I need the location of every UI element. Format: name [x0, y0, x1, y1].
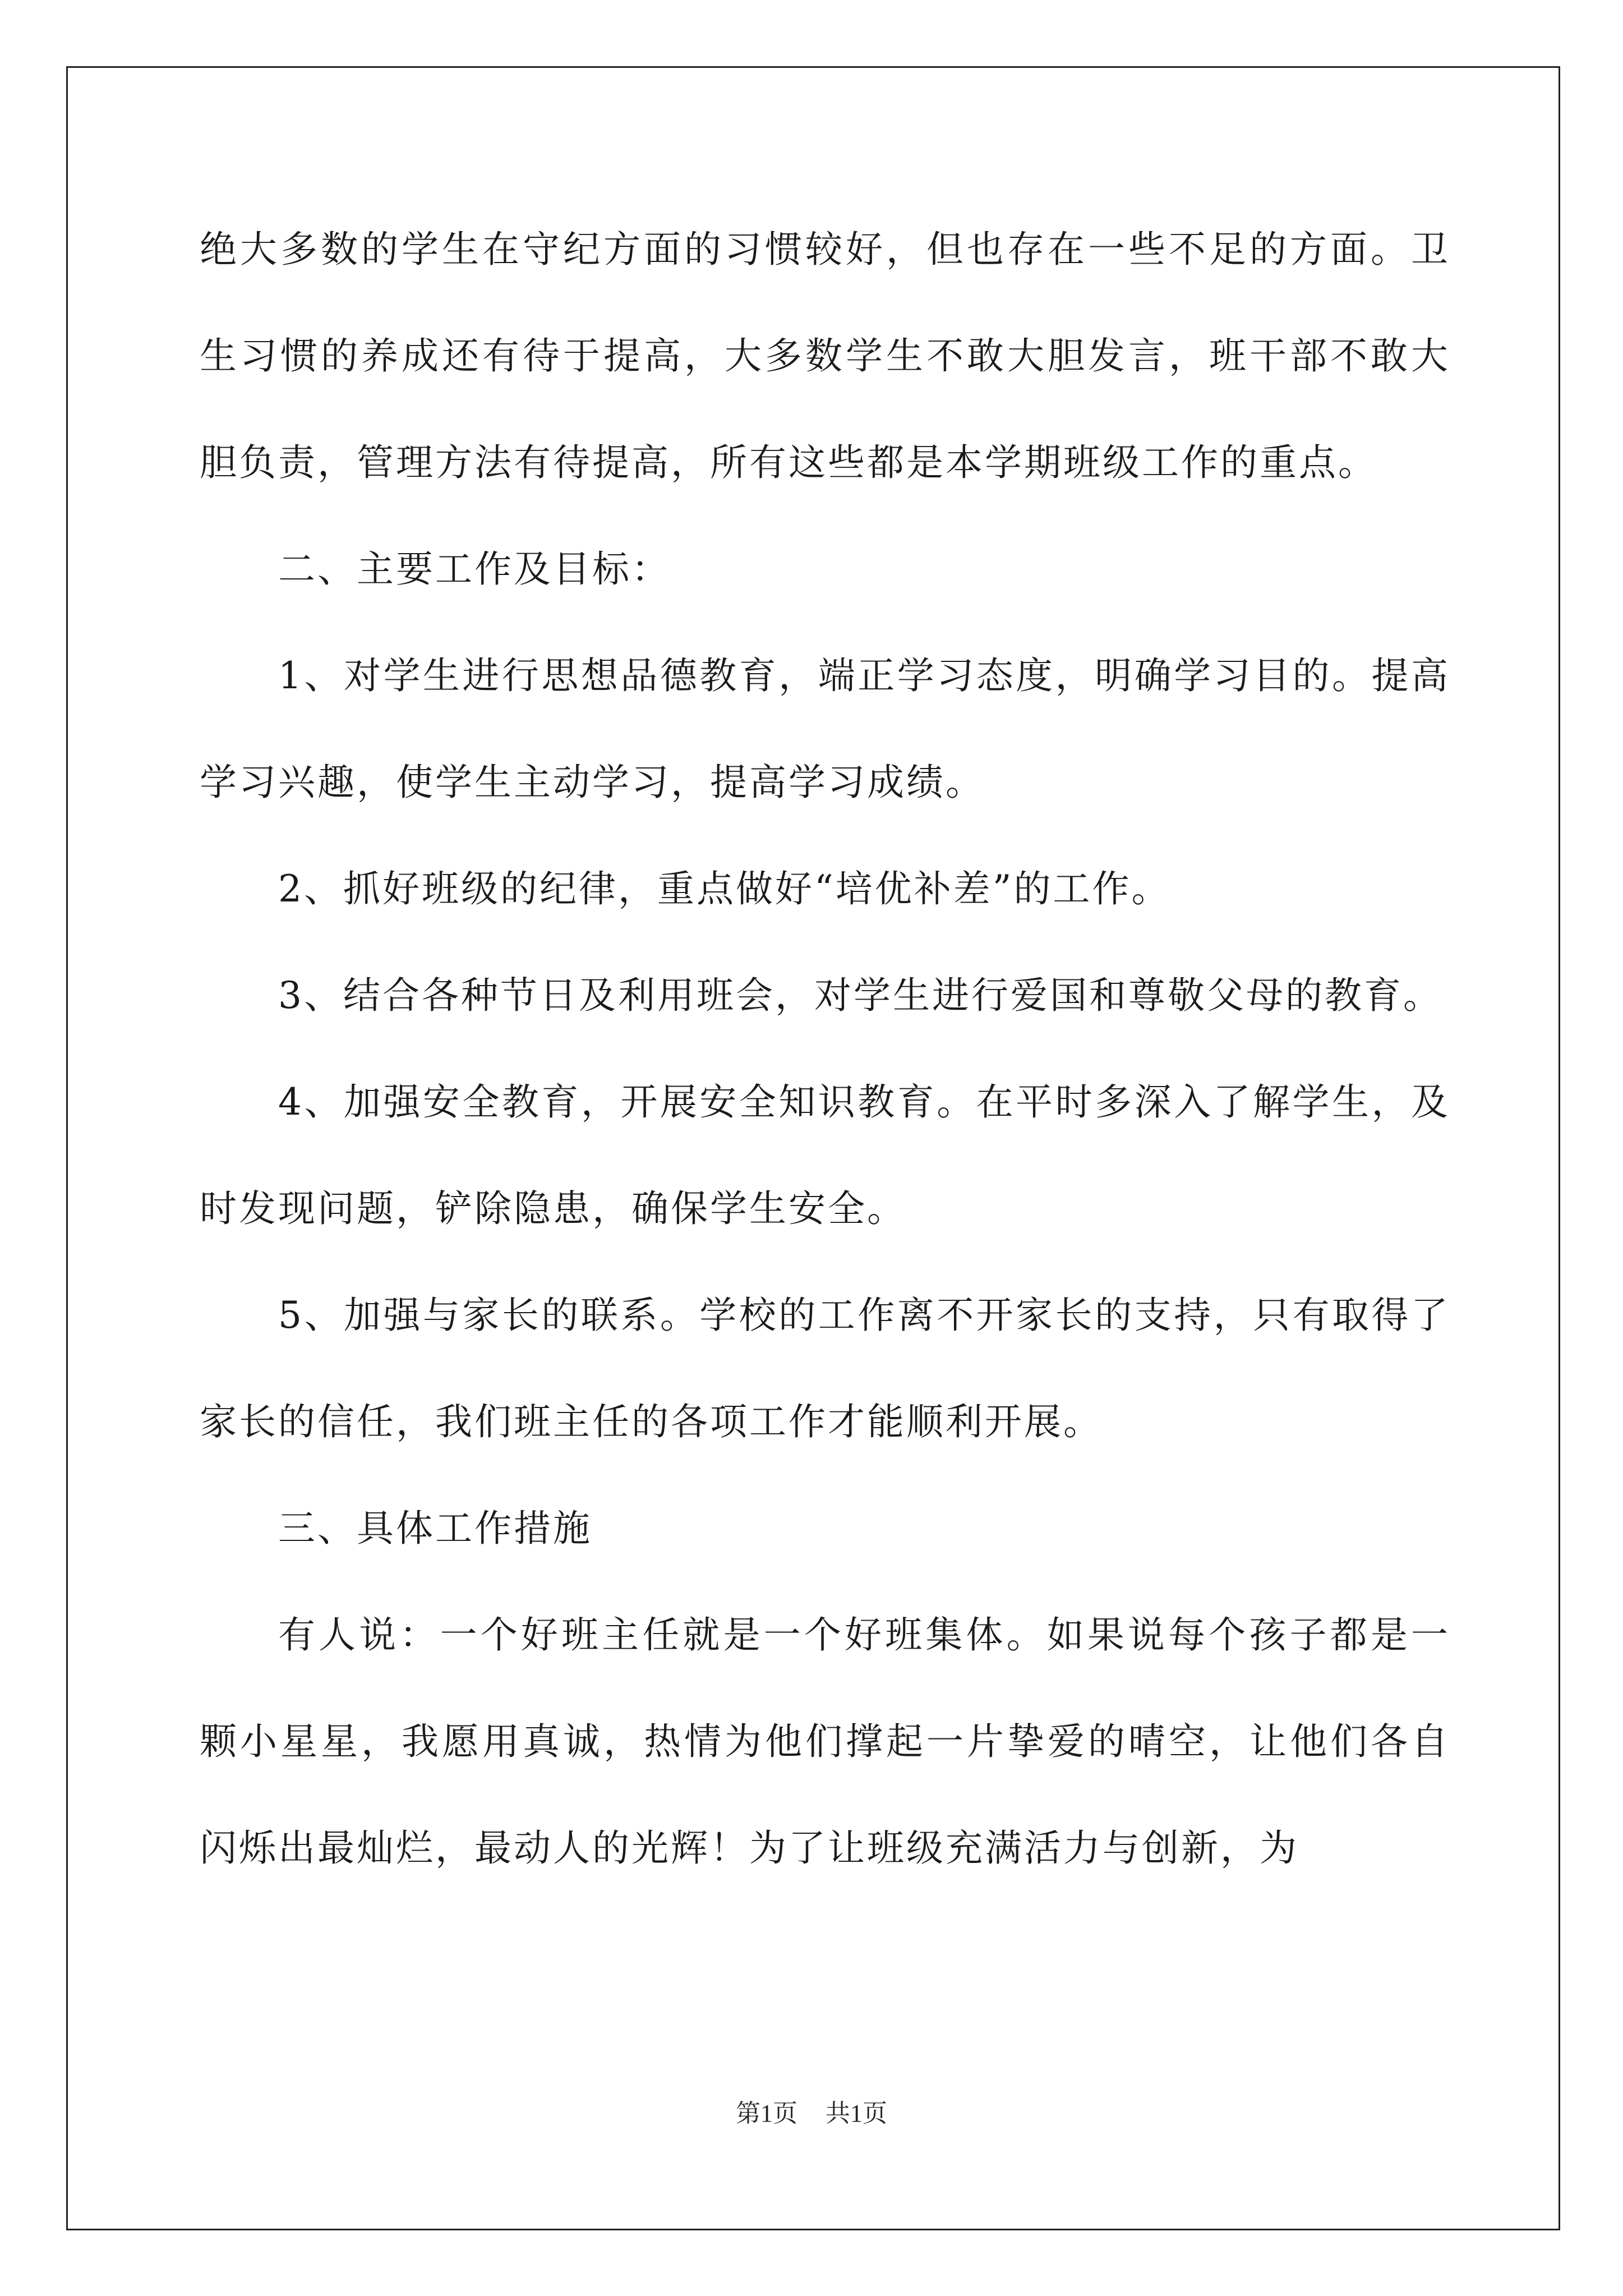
paragraph-measures-intro: 有人说：一个好班主任就是一个好班集体。如果说每个孩子都是一颗小星星，我愿用真诚，热情为他们撑起一片挚爱的晴空，让他们各自闪烁出最灿烂，最动人的光辉！为了让班级充满活力与创新，为 [200, 1613, 1450, 1870]
heading-measures: 三、具体工作措施 [278, 1507, 592, 1550]
list-item-goal-5: 5、加强与家长的联系。学校的工作离不开家长的支持，只有取得了家长的信任，我们班主任的各项工作才能顺利开展。 [200, 1294, 1450, 1443]
document-body [200, 196, 1450, 1902]
heading-main-goals: 二、主要工作及目标： [278, 547, 671, 591]
list-item-goal-1: 1、对学生进行思想品德教育，端正学习态度，明确学习目的。提高学习兴趣，使学生主动学习，提高学习成绩。 [200, 654, 1450, 804]
paragraph-intro: 绝大多数的学生在守纪方面的习惯较好，但也存在一些不足的方面。卫生习惯的养成还有待于提高，大多数学生不敢大胆发言，班干部不敢大胆负责，管理方法有待提高，所有这些都是本学期班级工作的重点。 [200, 228, 1450, 484]
list-item-goal-4: 4、加强安全教育，开展安全知识教育。在平时多深入了解学生，及时发现问题，铲除隐患，确保学生安全。 [200, 1080, 1450, 1230]
list-item-goal-3: 3、结合各种节日及利用班会，对学生进行爱国和尊敬父母的教育。 [278, 974, 1442, 1017]
list-item-goal-2: 2、抓好班级的纪律，重点做好“培优补差”的工作。 [278, 867, 1171, 910]
page-number-total: 共1页 [826, 2100, 887, 2127]
page-number-current: 第1页 [736, 2100, 797, 2127]
page-footer [0, 2097, 1623, 2131]
